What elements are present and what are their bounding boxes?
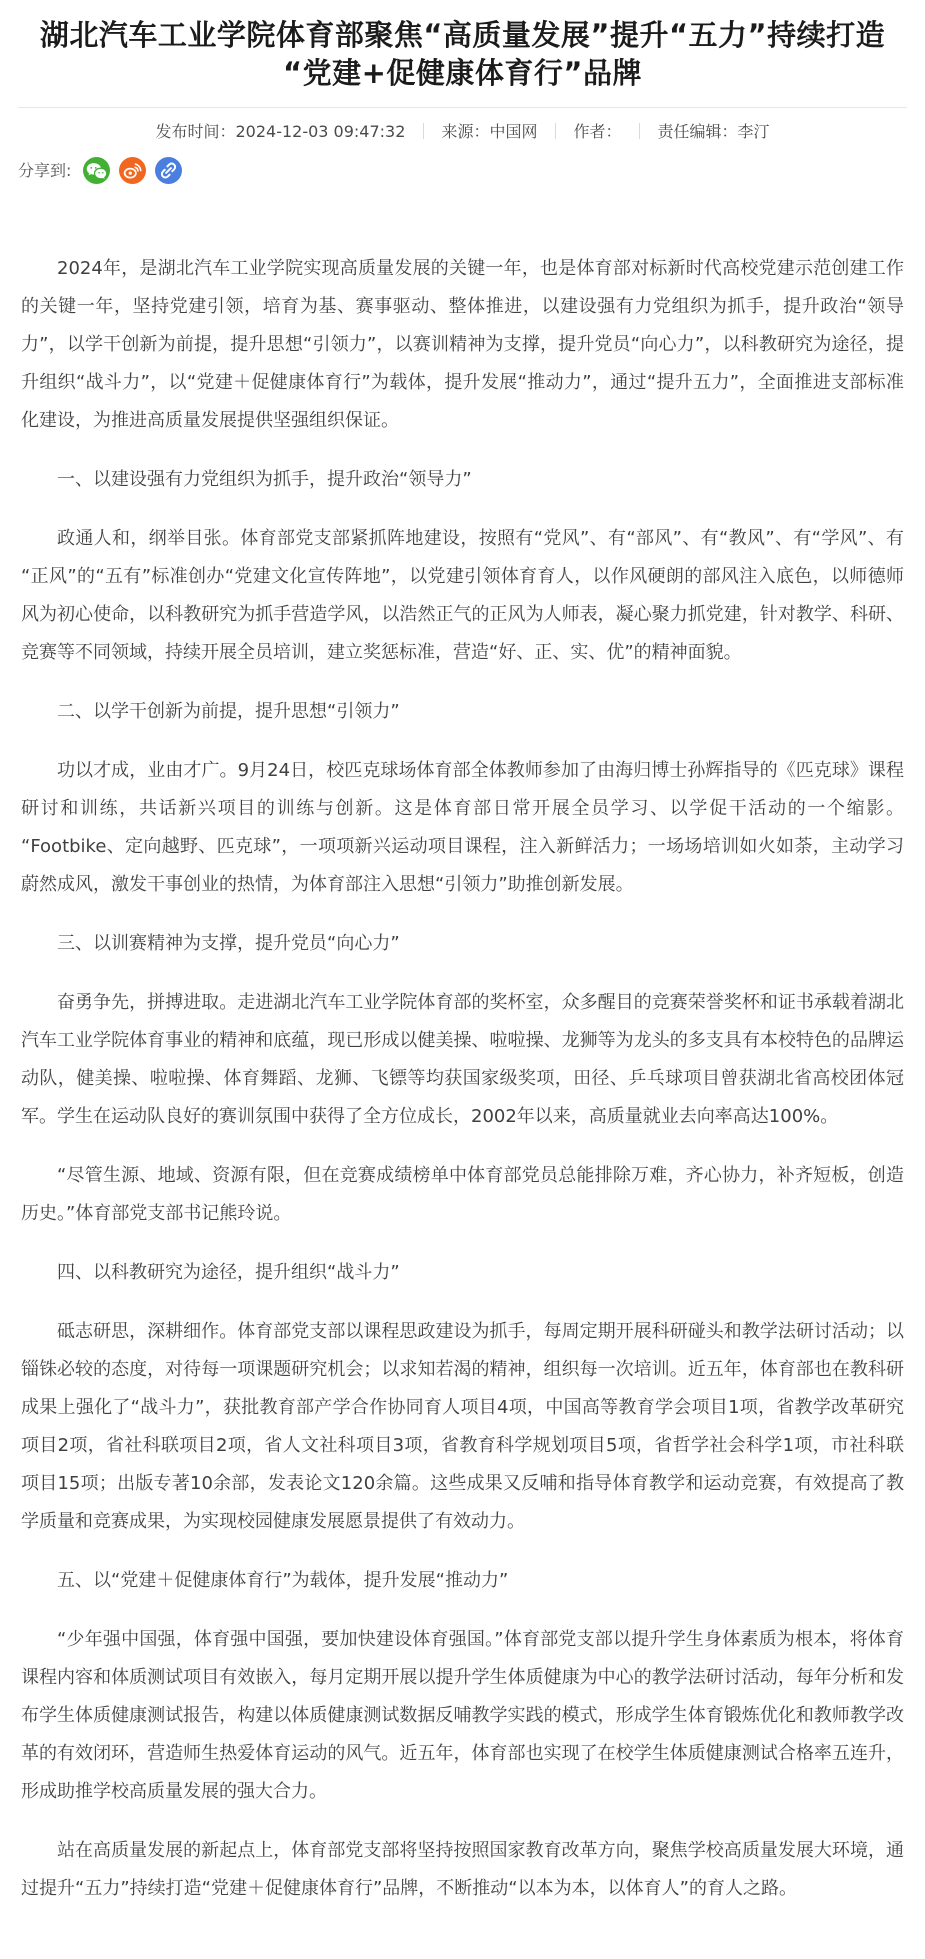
article-paragraph: 站在高质量发展的新起点上，体育部党支部将坚持按照国家教育改革方向，聚焦学校高质量发展大环境，通过提升“五力”持续打造“党建＋促健康体育行”品牌，不断推动“以本为本，以体育人”的育人之路。 bbox=[21, 1840, 904, 1899]
article-paragraph: 2024年，是湖北汽车工业学院实现高质量发展的关键一年，也是体育部对标新时代高校党建示范创建工作的关键一年，坚持党建引领，培育为基、赛事驱动、整体推进，以建设强有力党组织为抓手，提升政治“领导力”，以学干创新为前提，提升思想“引领力”，以赛训精神为支撑，提升党员“向心力”，以科教研究为途径，提升组织“战斗力”，以“党建＋促健康体育行”为载体，提升发展“推动力”，通过“提升五力”，全面推进支部标准化建设，为推进高质量发展提供坚强组织保证。 bbox=[21, 258, 904, 431]
article-paragraph: 功以才成，业由才广。9月24日，校匹克球场体育部全体教师参加了由海归博士孙辉指导的《匹克球》课程研讨和训练，共话新兴项目的训练与创新。这是体育部日常开展全员学习、以学促干活动的一个缩影。“Footbike、定向越野、匹克球”，一项项新兴运动项目课程，注入新鲜活力；一场场培训如火如荼，主动学习蔚然成风，激发干事创业的热情，为体育部注入思想“引领力”助推创新发展。 bbox=[21, 760, 904, 895]
article-paragraph: 砥志研思，深耕细作。体育部党支部以课程思政建设为抓手，每周定期开展科研碰头和教学法研讨活动；以锱铢必较的态度，对待每一项课题研究机会；以求知若渴的精神，组织每一次培训。近五年，体育部也在教科研成果上强化了“战斗力”，获批教育部产学合作协同育人项目4项，中国高等教育学会项目1项，省教学改革研究项目2项，省社科联项目2项，省人文社科项目3项，省教育科学规划项目5项，省哲学社会科学1项，市社科联项目15项；出版专著10余部，发表论文120余篇。这些成果又反哺和指导体育教学和运动竞赛，有效提高了教学质量和竞赛成果，为实现校园健康发展愿景提供了有效动力。 bbox=[21, 1321, 904, 1532]
meta-separator: ｜ bbox=[415, 122, 432, 141]
section-heading: 二、以学干创新为前提，提升思想“引领力” bbox=[57, 701, 400, 722]
article-body bbox=[0, 184, 925, 1959]
wechat-share-button[interactable] bbox=[83, 157, 110, 184]
section-heading: 一、以建设强有力党组织为抓手，提升政治“领导力” bbox=[57, 469, 472, 490]
wechat-icon bbox=[83, 157, 110, 184]
share-label: 分享到: bbox=[18, 161, 72, 180]
section-heading: 四、以科教研究为途径，提升组织“战斗力” bbox=[57, 1262, 400, 1283]
section-heading: 五、以“党建＋促健康体育行”为载体，提升发展“推动力” bbox=[57, 1570, 509, 1591]
meta-item: 来源：中国网 bbox=[441, 122, 538, 141]
article-paragraph: “少年强中国强，体育强中国强，要加快建设体育强国。”体育部党支部以提升学生身体素质为根本，将体育课程内容和体质测试项目有效嵌入，每月定期开展以提升学生体质健康为中心的教学法研讨活动，每年分析和发布学生体质健康测试报告，构建以体质健康测试数据反哺教学实践的模式，形成学生体育锻炼优化和教师教学改革的有效闭环，营造师生热爱体育运动的风气。近五年，体育部也实现了在校学生体质健康测试合格率五连升，形成助推学校高质量发展的强大合力。 bbox=[21, 1629, 904, 1802]
meta-item: 作者： bbox=[573, 122, 622, 141]
article-paragraph: “尽管生源、地域、资源有限，但在竞赛成绩榜单中体育部党员总能排除万难，齐心协力，补齐短板，创造历史。”体育部党支部书记熊玲说。 bbox=[21, 1165, 904, 1224]
page-title-line2: “党建+促健康体育行”品牌 bbox=[283, 56, 642, 90]
weibo-icon bbox=[119, 157, 146, 184]
page-title bbox=[0, 0, 925, 92]
meta-separator: ｜ bbox=[547, 122, 564, 141]
meta-item: 责任编辑：李汀 bbox=[657, 122, 770, 141]
title-divider bbox=[18, 107, 907, 108]
link-icon bbox=[155, 157, 182, 184]
page-title-line1: 湖北汽车工业学院体育部聚焦“高质量发展”提升“五力”持续打造 bbox=[39, 18, 886, 52]
section-heading: 三、以训赛精神为支撑，提升党员“向心力” bbox=[57, 933, 400, 954]
share-row bbox=[0, 144, 925, 184]
article-paragraph: 奋勇争先，拼搏进取。走进湖北汽车工业学院体育部的奖杯室，众多醒目的竞赛荣誉奖杯和证书承载着湖北汽车工业学院体育事业的精神和底蕴，现已形成以健美操、啦啦操、龙狮等为龙头的多支具有本校特色的品牌运动队，健美操、啦啦操、体育舞蹈、龙狮、飞镖等均获国家级奖项，田径、乒乓球项目曾获湖北省高校团体冠军。学生在运动队良好的赛训氛围中获得了全方位成长，2002年以来，高质量就业去向率高达100%。 bbox=[21, 992, 904, 1127]
meta-item: 发布时间：2024-12-03 09:47:32 bbox=[155, 122, 406, 141]
weibo-share-button[interactable] bbox=[119, 157, 146, 184]
article-paragraph: 政通人和，纲举目张。体育部党支部紧抓阵地建设，按照有“党风”、有“部风”、有“教风”、有“学风”、有“正风”的“五有”标准创办“党建文化宣传阵地”，以党建引领体育育人，以作风硬朗的部风注入底色，以师德师风为初心使命，以科教研究为抓手营造学风，以浩然正气的正风为人师表，凝心聚力抓党建，针对教学、科研、竞赛等不同领域，持续开展全员培训，建立奖惩标准，营造“好、正、实、优”的精神面貌。 bbox=[21, 528, 904, 663]
article-meta bbox=[0, 120, 925, 144]
link-share-button[interactable] bbox=[155, 157, 182, 184]
meta-separator: ｜ bbox=[631, 122, 648, 141]
